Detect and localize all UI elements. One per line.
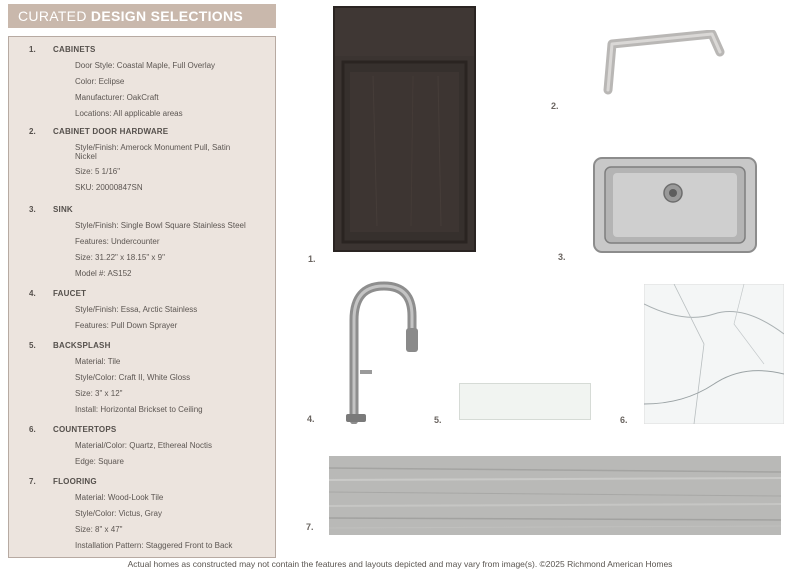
section-title: COUNTERTOPS bbox=[53, 425, 117, 434]
section-line: Edge: Square bbox=[75, 457, 124, 466]
flooring-image bbox=[329, 456, 781, 535]
section-number: 5. bbox=[29, 341, 36, 350]
banner-bold: DESIGN SELECTIONS bbox=[90, 8, 244, 24]
image-label-1: 1. bbox=[308, 254, 316, 264]
banner-light: CURATED bbox=[18, 8, 91, 24]
section-line: Size: 31.22" x 18.15" x 9" bbox=[75, 253, 165, 262]
selections-panel bbox=[8, 36, 276, 558]
section-line: Features: Undercounter bbox=[75, 237, 160, 246]
section-title: SINK bbox=[53, 205, 73, 214]
section-line: Size: 8" x 47" bbox=[75, 525, 123, 534]
section-line: Style/Finish: Amerock Monument Pull, Satin Nickel bbox=[75, 143, 231, 161]
section-title: BACKSPLASH bbox=[53, 341, 111, 350]
section-line: Door Style: Coastal Maple, Full Overlay bbox=[75, 61, 216, 70]
section-title: CABINETS bbox=[53, 45, 96, 54]
section-line: Features: Pull Down Sprayer bbox=[75, 321, 178, 330]
section-line: Material: Tile bbox=[75, 357, 121, 366]
section-number: 7. bbox=[29, 477, 36, 486]
image-label-6: 6. bbox=[620, 415, 628, 425]
backsplash-tile-image bbox=[459, 383, 591, 420]
section-title: FLOORING bbox=[53, 477, 97, 486]
section-line: Size: 3" x 12" bbox=[75, 389, 123, 398]
section-line: Style/Finish: Essa, Arctic Stainless bbox=[75, 305, 198, 314]
image-label-7: 7. bbox=[306, 522, 314, 532]
section-line: Install: Horizontal Brickset to Ceiling bbox=[75, 405, 203, 414]
image-label-5: 5. bbox=[434, 415, 442, 425]
section-line: Material: Wood-Look Tile bbox=[75, 493, 164, 502]
section-line: Style/Color: Victus, Gray bbox=[75, 509, 162, 518]
faucet-image bbox=[338, 280, 422, 424]
section-line: Installation Pattern: Staggered Front to Back bbox=[75, 541, 233, 550]
section-number: 2. bbox=[29, 127, 36, 136]
section-line: Size: 5 1/16" bbox=[75, 167, 121, 176]
section-line: Locations: All applicable areas bbox=[75, 109, 183, 118]
cabinet-pull-image bbox=[600, 30, 726, 96]
page-banner bbox=[8, 4, 276, 28]
section-number: 6. bbox=[29, 425, 36, 434]
disclaimer-footer: Actual homes as constructed may not contain the features and layouts depicted and may vary from image(s). ©2025 Richmond American Homes bbox=[127, 559, 673, 569]
section-title: FAUCET bbox=[53, 289, 87, 298]
cabinet-door-image bbox=[333, 6, 476, 252]
section-number: 1. bbox=[29, 45, 36, 54]
image-label-4: 4. bbox=[307, 414, 315, 424]
section-line: Color: Eclipse bbox=[75, 77, 125, 86]
section-line: Model #: AS152 bbox=[75, 269, 132, 278]
sink-image bbox=[593, 157, 757, 253]
section-line: Manufacturer: OakCraft bbox=[75, 93, 159, 102]
section-line: Style/Color: Craft II, White Gloss bbox=[75, 373, 191, 382]
countertop-image bbox=[644, 284, 784, 424]
section-line: Style/Finish: Single Bowl Square Stainless Steel bbox=[75, 221, 246, 230]
section-title: CABINET DOOR HARDWARE bbox=[53, 127, 169, 136]
section-number: 3. bbox=[29, 205, 36, 214]
image-label-3: 3. bbox=[558, 252, 566, 262]
image-label-2: 2. bbox=[551, 101, 559, 111]
section-number: 4. bbox=[29, 289, 36, 298]
section-line: SKU: 20000847SN bbox=[75, 183, 143, 192]
section-line: Material/Color: Quartz, Ethereal Noctis bbox=[75, 441, 212, 450]
